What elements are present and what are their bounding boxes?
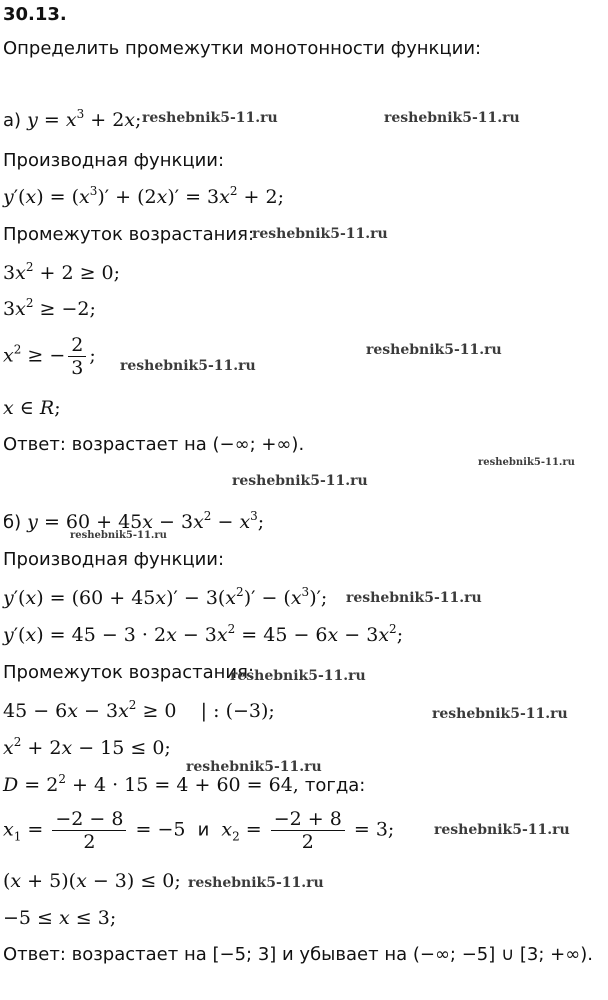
watermark: reshebnik5-11.ru xyxy=(230,668,366,684)
task-statement: Определить промежутки монотонности функции: xyxy=(3,38,482,59)
watermark: reshebnik5-11.ru xyxy=(384,110,520,126)
watermark: reshebnik5-11.ru xyxy=(188,875,324,891)
part-b-derivative-2: $y'(x) = 45 - 3 \cdot 2x - 3x^2 = 45 - 6x - 3x^2$; xyxy=(3,622,404,646)
watermark: reshebnik5-11.ru xyxy=(186,759,322,775)
part-b-step-2: $x^2 + 2x - 15 \le 0$; xyxy=(3,735,171,759)
watermark: reshebnik5-11.ru xyxy=(346,590,482,606)
part-a-label: а) xyxy=(3,110,22,131)
part-a-increase-heading: Промежуток возрастания: xyxy=(3,224,255,245)
watermark: reshebnik5-11.ru xyxy=(366,342,502,358)
task-number: 30.13. xyxy=(3,4,67,25)
watermark: reshebnik5-11.ru xyxy=(434,822,570,838)
part-b-step-6: −5 ≤ x ≤ 3; xyxy=(3,907,117,929)
part-b-step-4: $x_1$ = $\frac{-2 - 8}{2}$ = −5 и $x_2$ = $\frac{-2 + 8}{2}$ = 3; xyxy=(3,808,395,853)
part-a-derivative: $y'(x) = (x^3)' + (2x)' = 3x^2 + 2$; xyxy=(3,184,285,208)
watermark: reshebnik5-11.ru xyxy=(120,358,256,374)
part-b-step-1: $45 - 6x - 3x^2 \ge 0$ | : (−3); xyxy=(3,698,275,722)
part-b-function: б) $y = 60 + 45x - 3x^2 - x^3$; xyxy=(3,509,265,533)
part-b-increase-heading: Промежуток возрастания: xyxy=(3,662,255,683)
watermark: reshebnik5-11.ru xyxy=(478,457,575,468)
part-b-step-3: $D = 2^2 + 4 \cdot 15 = 4 + 60 = 64$, тогда: xyxy=(3,772,366,796)
part-a-answer: Ответ: возрастает на (−∞; +∞). xyxy=(3,434,305,455)
part-a-step-1: $3x^2 + 2 \ge 0$; xyxy=(3,260,121,284)
part-b-derivative-1: $y'(x) = (60 + 45x)' - 3(x^2)' - (x^3)'$; xyxy=(3,585,328,609)
part-a-step-3: $x^2$ ≥ − $\frac{2}{3}$ ; xyxy=(3,334,96,379)
watermark: reshebnik5-11.ru xyxy=(432,706,568,722)
part-a-function: а) $y = x^3 + 2x$; xyxy=(3,107,142,131)
part-b-step-5: (x + 5)(x − 3) ≤ 0; xyxy=(3,870,181,892)
watermark: reshebnik5-11.ru xyxy=(232,473,368,489)
part-a-step-2: $3x^2 \ge -2$; xyxy=(3,296,96,320)
watermark: reshebnik5-11.ru xyxy=(252,226,388,242)
part-b-answer: Ответ: возрастает на [−5; 3] и убывает на (−∞; −5] ∪ [3; +∞). xyxy=(3,944,593,965)
watermark: reshebnik5-11.ru xyxy=(70,530,167,541)
part-b-derivative-heading: Производная функции: xyxy=(3,549,225,570)
watermark: reshebnik5-11.ru xyxy=(142,110,278,126)
part-a-step-4: x ∈ R; xyxy=(3,397,61,419)
part-b-label: б) xyxy=(3,512,22,533)
part-a-derivative-heading: Производная функции: xyxy=(3,150,225,171)
